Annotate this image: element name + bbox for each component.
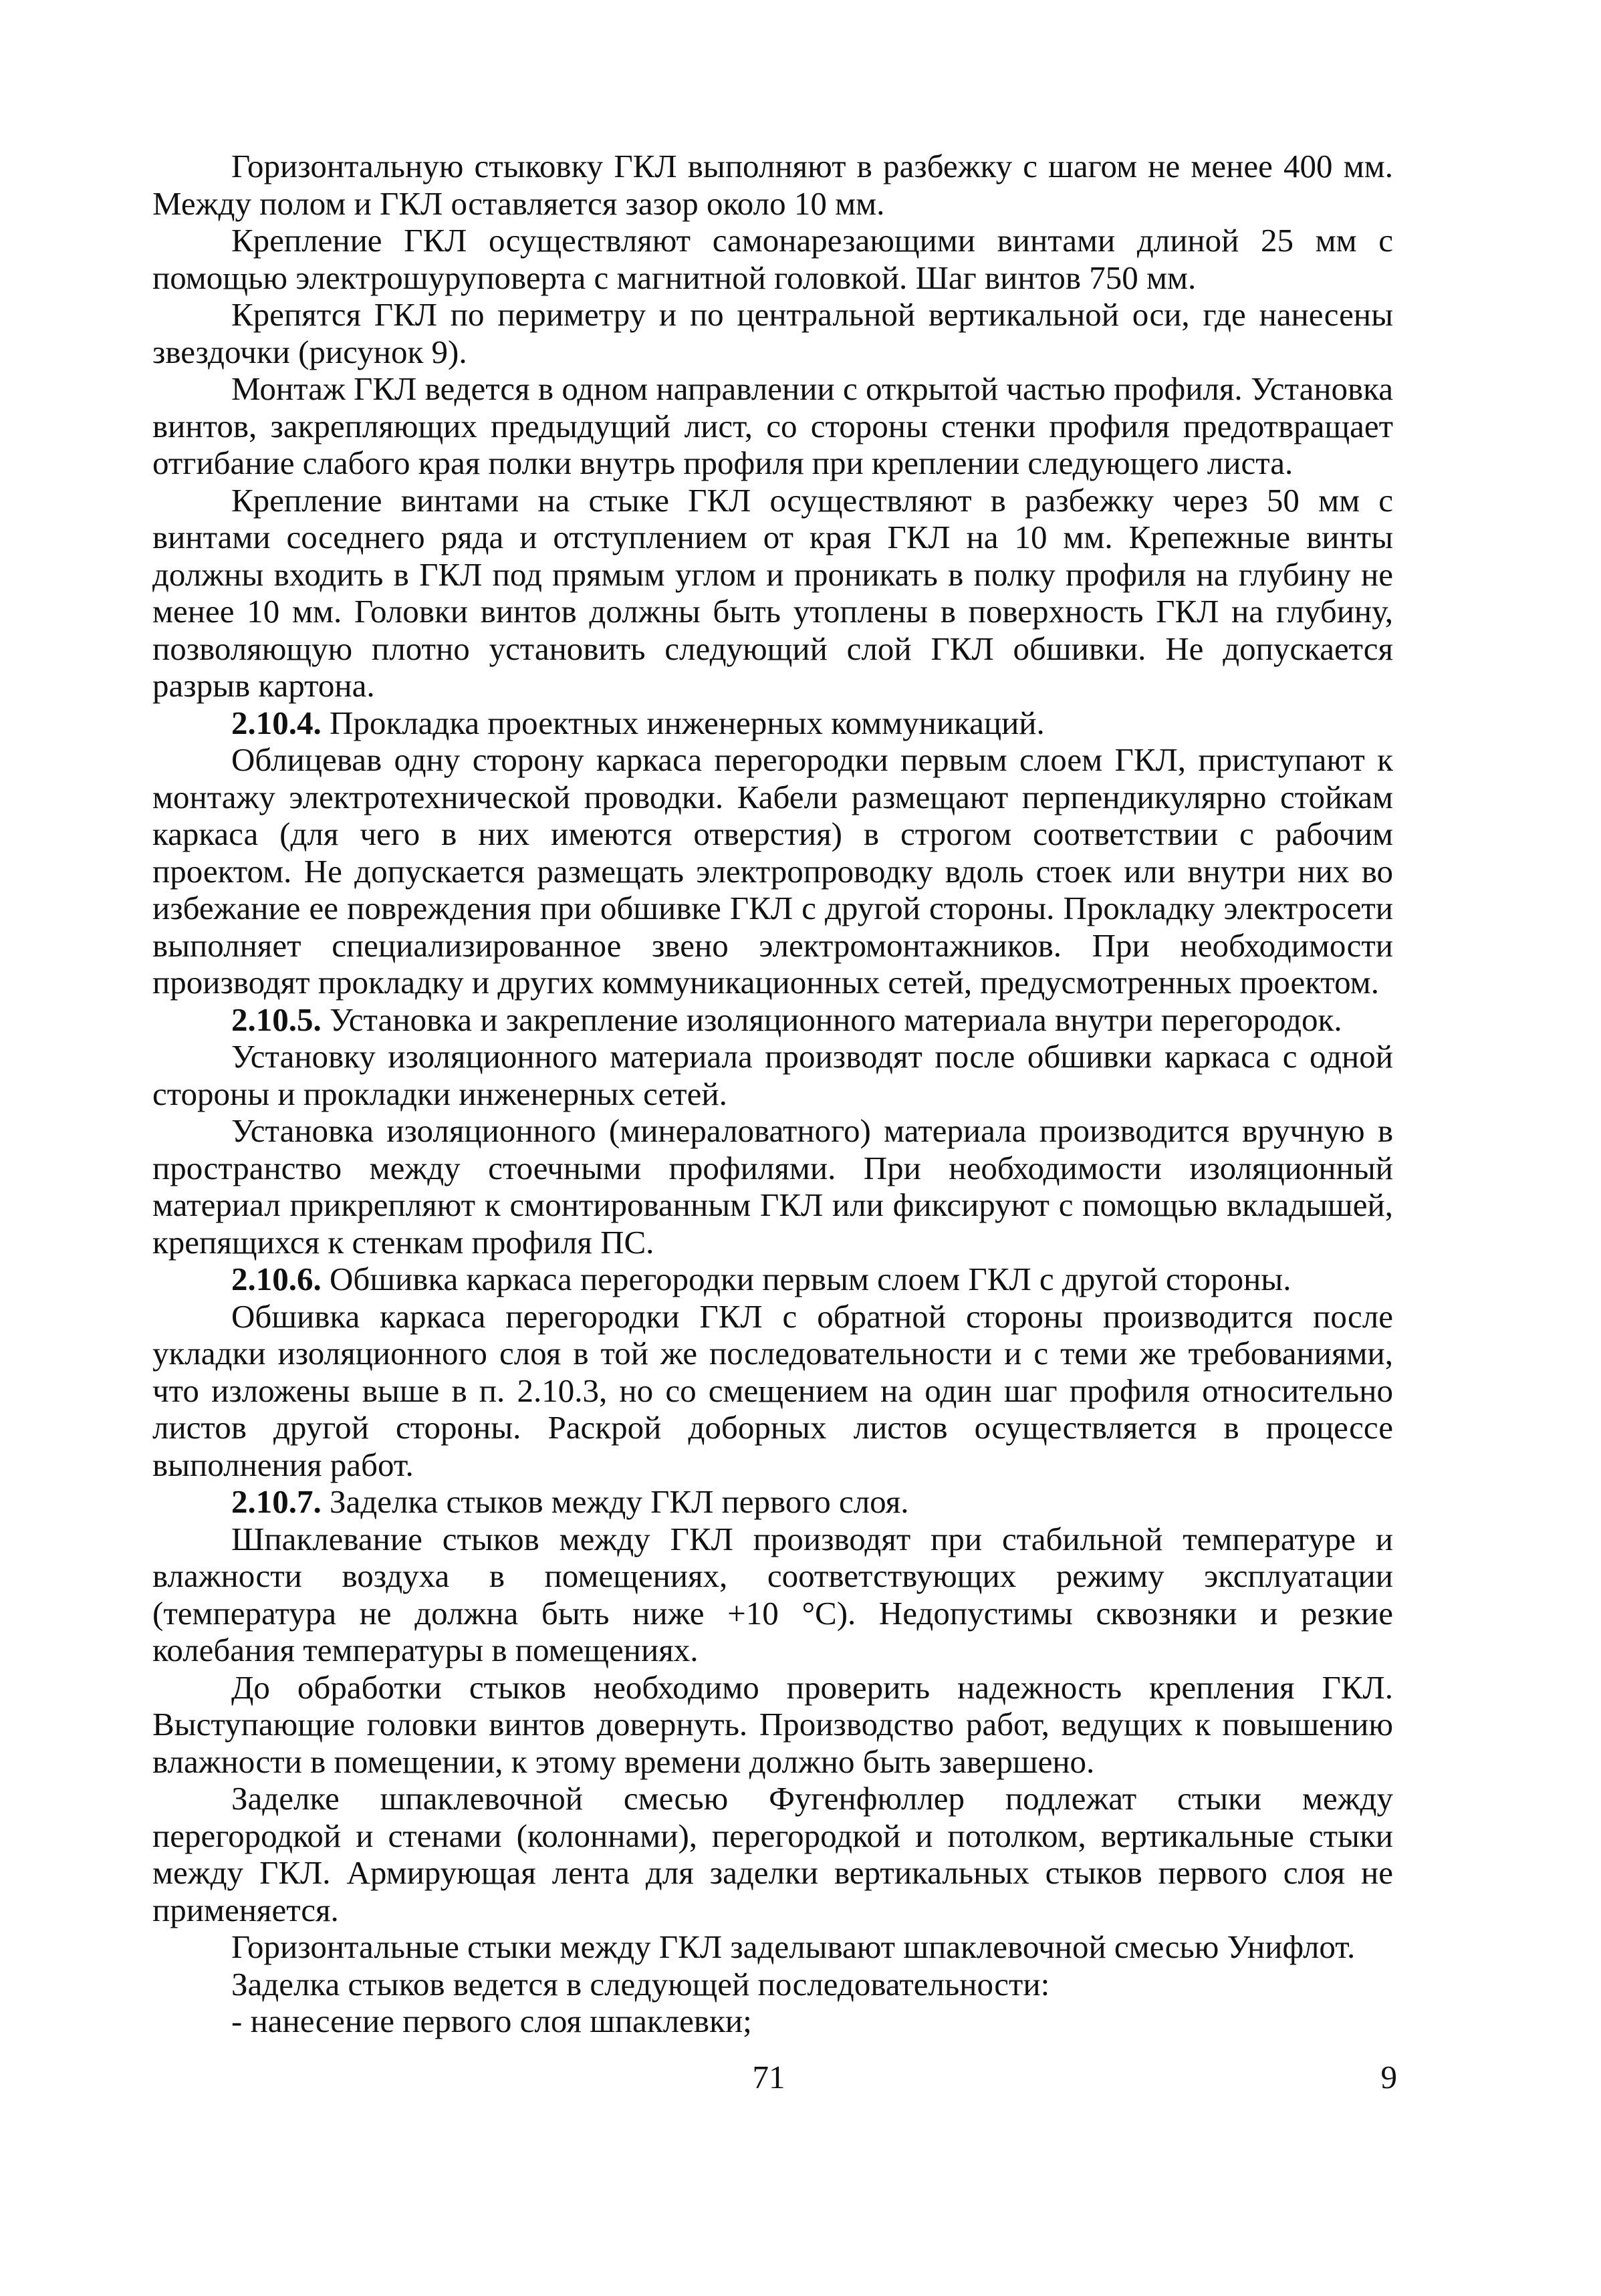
- paragraph-text: Монтаж ГКЛ ведется в одном направлении с открытой частью профиля. Установка винтов, закрепляющих предыдущий лист, со стороны стенки профиля предотвращает отгибание слабого края полки внутрь профиля при креплении следующего листа.: [152, 370, 1393, 481]
- section-heading: [152, 1261, 1393, 1298]
- paragraph: [152, 1298, 1393, 1484]
- paragraph: [152, 1928, 1393, 1966]
- section-heading-text: Прокладка проектных инженерных коммуникаций.: [321, 704, 1045, 741]
- section-heading: [152, 1483, 1393, 1521]
- paragraph-text: Установка изоляционного (минераловатного) материала производится вручную в пространство между стоечными профилями. При необходимости изоляционный материал прикрепляют к смонтированным ГКЛ или фиксируют с помощью вкладышей, крепящихся к стенкам профиля ПС.: [152, 1112, 1393, 1261]
- document-body: [152, 148, 1393, 2040]
- paragraph: [152, 1780, 1393, 1928]
- section-number: 2.10.5.: [231, 1001, 322, 1038]
- paragraph-text: Установку изоляционного материала производят после обшивки каркаса с одной стороны и прокладки инженерных сетей.: [152, 1038, 1393, 1112]
- sheet-number: 9: [1380, 2059, 1397, 2095]
- list-item-text: - нанесение первого слоя шпаклевки;: [231, 2003, 752, 2039]
- section-heading: [152, 1001, 1393, 1039]
- paragraph-text: Шпаклевание стыков между ГКЛ производят при стабильной температуре и влажности воздуха в помещениях, соответствующих режиму эксплуатации (температура не должна быть ниже +10 °С). Недопустимы сквозняки и резкие колебания температуры в помещениях.: [152, 1520, 1393, 1668]
- paragraph: [152, 1669, 1393, 1781]
- section-heading: [152, 705, 1393, 742]
- paragraph-text: Заделке шпаклевочной смесью Фугенфюллер подлежат стыки между перегородкой и стенами (колоннами), перегородкой и потолком, вертикальные стыки между ГКЛ. Армирующая лента для заделки вертикальных стыков первого слоя не применяется.: [152, 1780, 1393, 1928]
- paragraph-text: Крепление винтами на стыке ГКЛ осуществляют в разбежку через 50 мм с винтами соседнего ряда и отступлением от края ГКЛ на 10 мм. Крепежные винты должны входить в ГКЛ под прямым углом и проникать в полку профиля на глубину не менее 10 мм. Головки винтов должны быть утоплены в поверхность ГКЛ на глубину, позволяющую плотно установить следующий слой ГКЛ обшивки. Не допускается разрыв картона.: [152, 481, 1393, 704]
- paragraph: [152, 741, 1393, 1001]
- paragraph: [152, 1966, 1393, 2003]
- section-heading-text: Установка и закрепление изоляционного материала внутри перегородок.: [321, 1001, 1342, 1038]
- paragraph: [152, 148, 1393, 222]
- paragraph-text: Крепление ГКЛ осуществляют самонарезающими винтами длиной 25 мм с помощью электрошуруповерта с магнитной головкой. Шаг винтов 750 мм.: [152, 222, 1393, 296]
- section-number: 2.10.6.: [231, 1261, 322, 1297]
- paragraph: [152, 1112, 1393, 1261]
- paragraph-text: Горизонтальные стыки между ГКЛ заделывают шпаклевочной смесью Унифлот.: [231, 1928, 1356, 1965]
- paragraph-text: Обшивка каркаса перегородки ГКЛ с обратной стороны производится после укладки изоляционного слоя в той же последовательности и с теми же требованиями, что изложены выше в п. 2.10.3, но со смещением на один шаг профиля относительно листов другой стороны. Раскрой доборных листов осуществляется в процессе выполнения работ.: [152, 1297, 1393, 1483]
- paragraph: [152, 370, 1393, 482]
- paragraph: [152, 1038, 1393, 1112]
- paragraph: [152, 1521, 1393, 1669]
- paragraph-text: Облицевав одну сторону каркаса перегородки первым слоем ГКЛ, приступают к монтажу электротехнической проводки. Кабели размещают перпендикулярно стойкам каркаса (для чего в них имеются отверстия) в строгом соответствии с рабочим проектом. Не допускается размещать электропроводку вдоль стоек или внутри них во избежание ее повреждения при обшивке ГКЛ с другой стороны. Прокладку электросети выполняет специализированное звено электромонтажников. При необходимости производят прокладку и других коммуникационных сетей, предусмотренных проектом.: [152, 741, 1393, 1001]
- section-heading-text: Заделка стыков между ГКЛ первого слоя.: [321, 1483, 909, 1520]
- section-number: 2.10.4.: [231, 704, 322, 741]
- paragraph: [152, 222, 1393, 296]
- paragraph: [152, 482, 1393, 705]
- paragraph-text: Заделка стыков ведется в следующей последовательности:: [231, 1965, 1050, 2003]
- section-number: 2.10.7.: [231, 1483, 322, 1520]
- paragraph: [152, 296, 1393, 370]
- paragraph-text: До обработки стыков необходимо проверить надежность крепления ГКЛ. Выступающие головки винтов довернуть. Производство работ, ведущих к повышению влажности в помещении, к этому времени должно быть завершено.: [152, 1668, 1393, 1780]
- section-heading-text: Обшивка каркаса перегородки первым слоем ГКЛ с другой стороны.: [321, 1261, 1291, 1297]
- paragraph-text: Горизонтальную стыковку ГКЛ выполняют в разбежку с шагом не менее 400 мм. Между полом и ГКЛ оставляется зазор около 10 мм.: [152, 148, 1393, 222]
- page-number: 71: [752, 2059, 785, 2095]
- paragraph-text: Крепятся ГКЛ по периметру и по центральной вертикальной оси, где нанесены звездочки (рисунок 9).: [152, 296, 1393, 370]
- list-item: [152, 2003, 1393, 2040]
